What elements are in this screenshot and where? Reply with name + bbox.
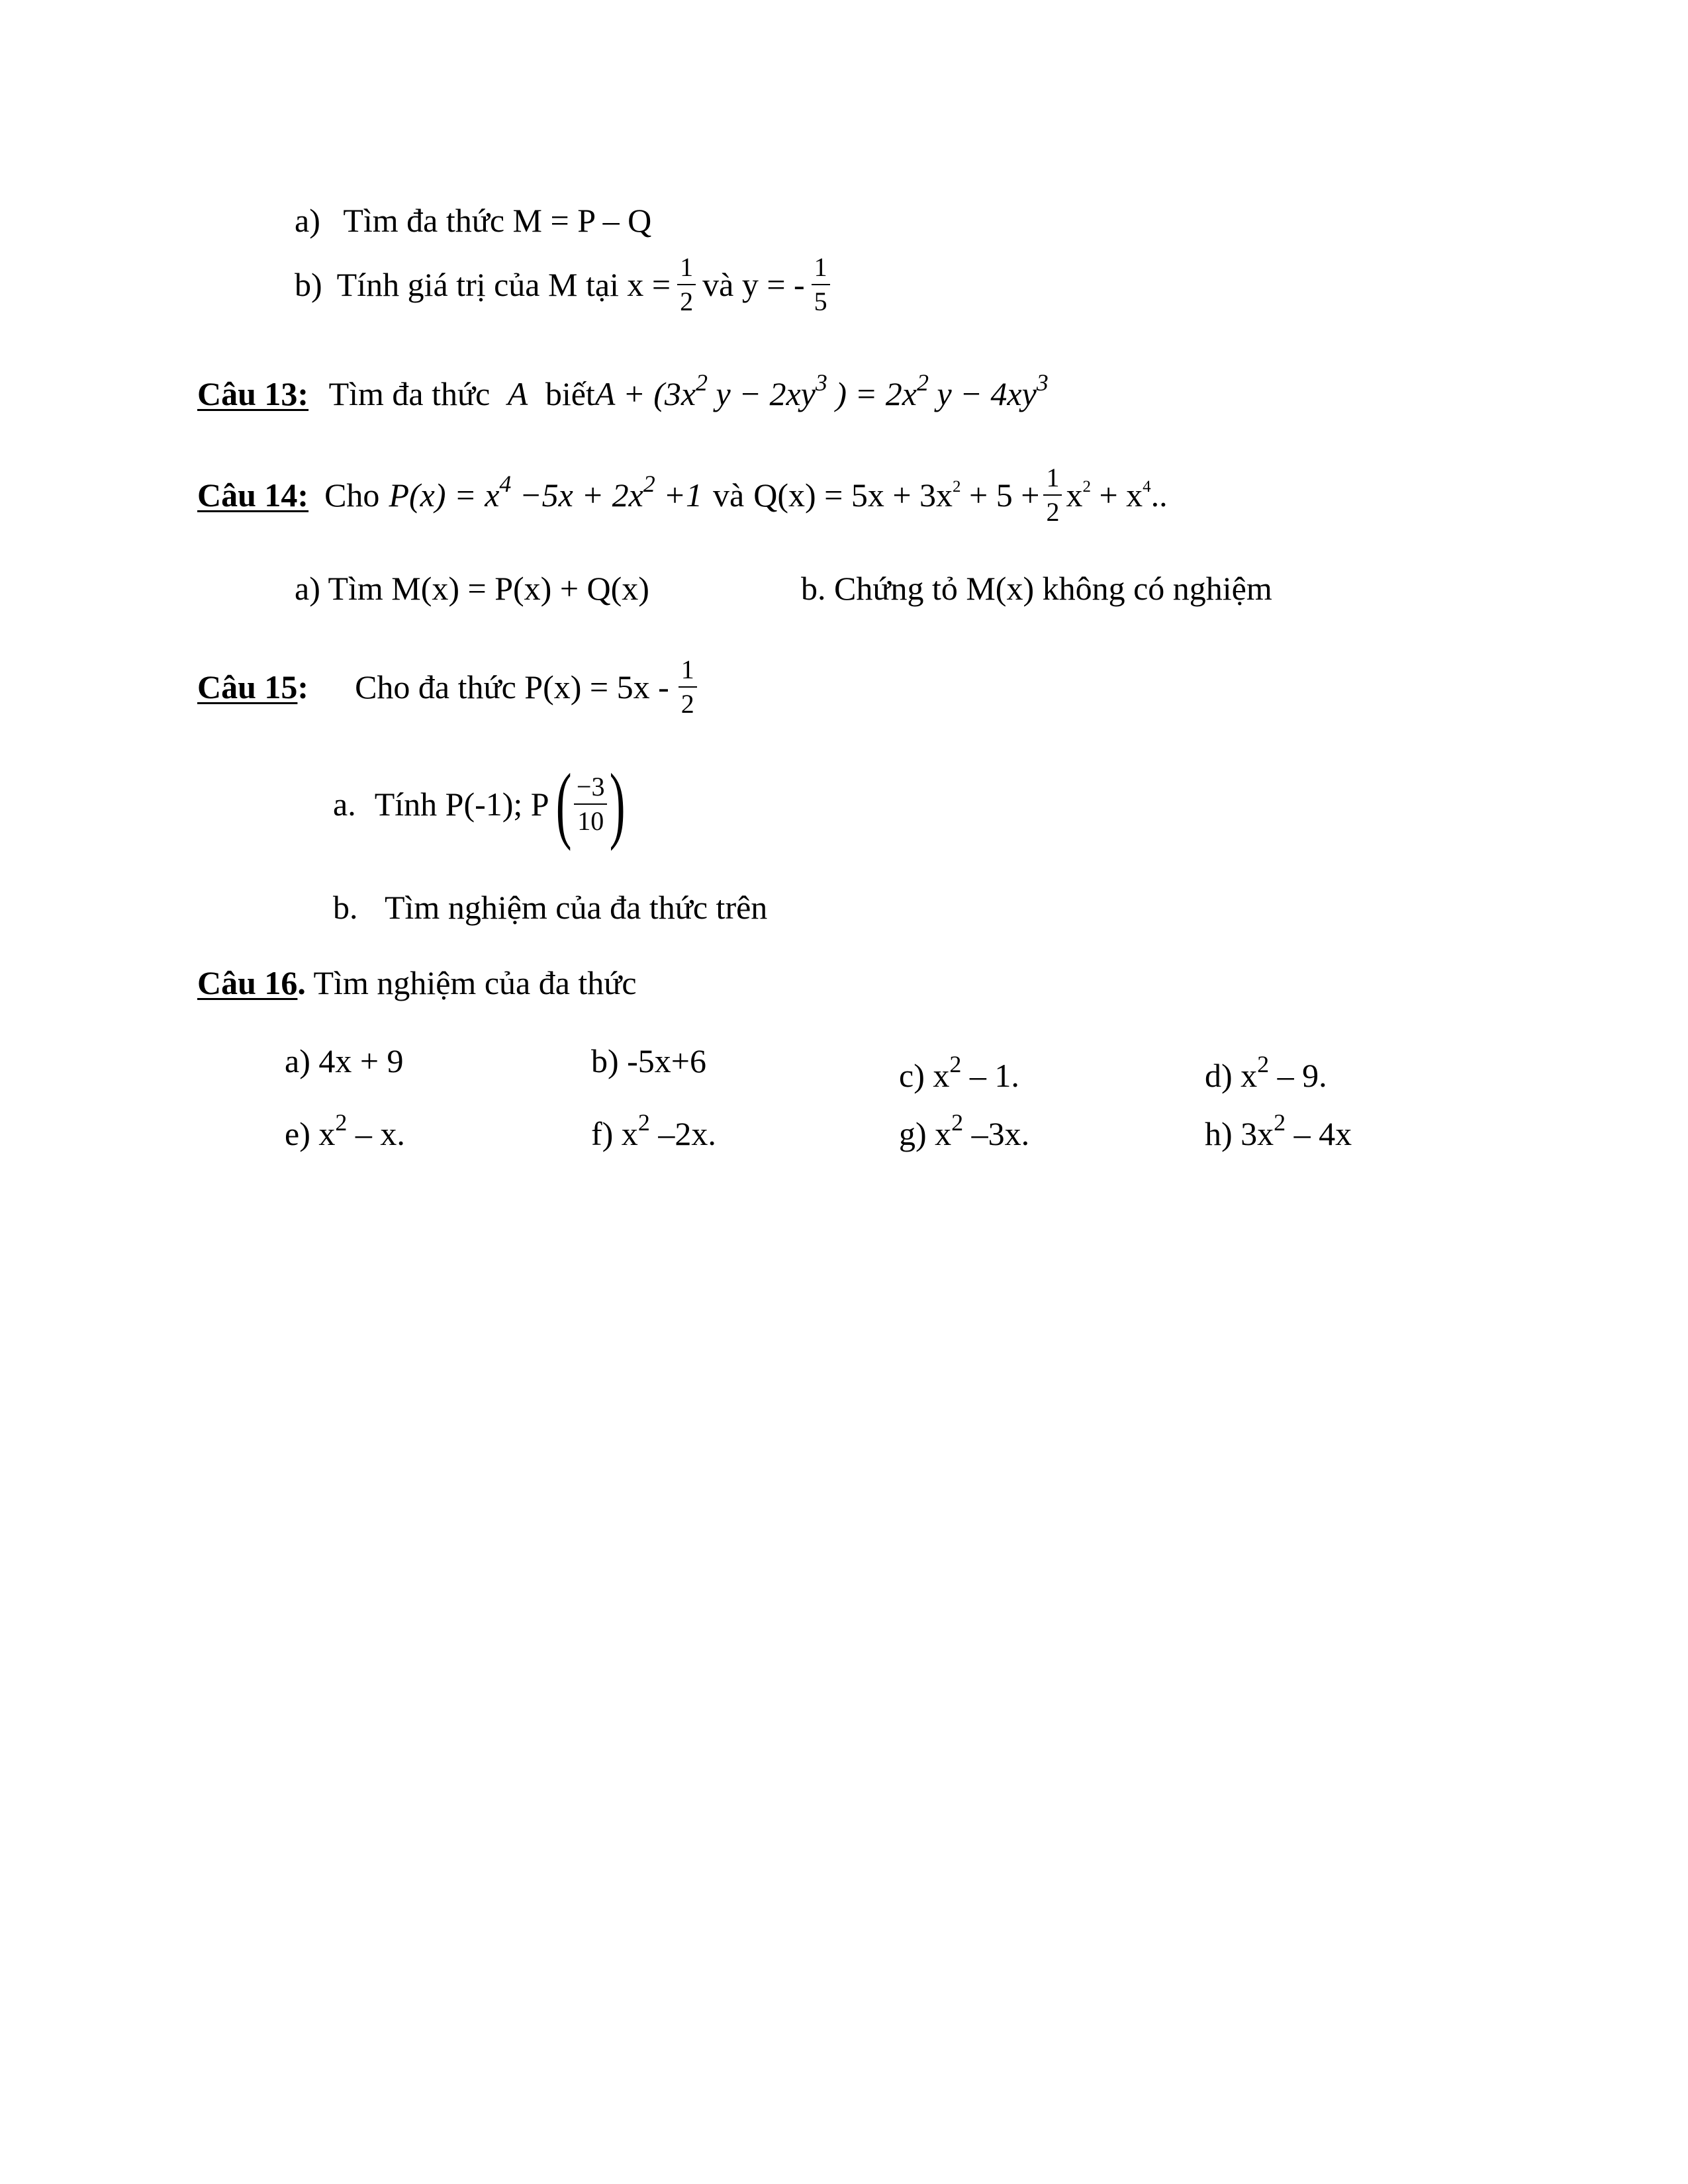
cau-16-item-g: g) $x^2$ –3x. — [899, 1109, 1030, 1152]
cau-13 — [197, 369, 1049, 412]
cau-14-cho: Cho — [324, 477, 380, 514]
left-paren: ( — [555, 756, 572, 852]
cau-13-label: Câu 13: — [197, 375, 309, 412]
right-paren: ) — [610, 756, 626, 852]
cau-16-label: Câu 16 — [197, 964, 298, 1001]
part-a-text: Tìm đa thức M = P – Q — [343, 202, 652, 239]
cau-16-item-b: b) -5x+6 — [591, 1042, 706, 1079]
q-expression-tail: $x^2 + x^4$.. — [1066, 477, 1168, 514]
fraction-x: $\frac{1}{2}$ — [677, 252, 696, 317]
cau-13-text: Tìm đa thức — [328, 375, 491, 412]
cau-16-item-a: a) 4x + 9 — [285, 1042, 404, 1079]
cau-15-a-fraction: $\frac{-3}{10}$ — [574, 772, 608, 837]
q-fraction: $\frac{1}{2}$ — [1043, 463, 1062, 527]
cau-15-fraction: $\frac{1}{2}$ — [679, 655, 697, 719]
cau-15-part-a — [333, 756, 632, 852]
text-va: và — [713, 477, 745, 514]
part-b-text: Tính giá trị của M tại x = — [336, 266, 671, 303]
cau-15: Câu 15 : Cho đa thức P(x) = 5x - $\frac{1}{2}$ — [197, 647, 697, 727]
part-a-top — [295, 204, 651, 237]
text-biet: biết — [545, 375, 595, 412]
part-a-label: a) — [295, 202, 320, 239]
cau-14 — [197, 455, 1168, 535]
cau-16: Câu 16. Tìm nghiệm của đa thức — [197, 964, 637, 1001]
cau-15-text: Cho đa thức P(x) = 5x - — [355, 668, 669, 705]
cau-16-item-f: f) $x^2$ –2x. — [591, 1109, 716, 1152]
cau-16-text: Tìm nghiệm của đa thức — [305, 964, 637, 1001]
cau-16-item-e: e) $x^2$ – x. — [285, 1109, 405, 1152]
cau-16-item-h: h) $3x^2 - 4x$ — [1205, 1109, 1352, 1152]
cau-15-label: Câu 15 — [197, 668, 298, 705]
part-b-top — [295, 245, 830, 324]
cau-14-label: Câu 14: — [197, 477, 309, 514]
cau-14-part-a: a) Tìm M(x) = P(x) + Q(x) — [295, 570, 649, 607]
var-a: A — [507, 375, 528, 412]
cau-16-item-c: c) $x^2 - 1$. — [899, 1050, 1019, 1094]
fraction-y: $\frac{1}{5}$ — [812, 252, 830, 317]
cau-15-part-b: b. Tìm nghiệm của đa thức trên — [333, 889, 768, 926]
cau-15-a-text: Tính P(-1); P — [374, 786, 549, 823]
cau-13-expr: $A + (3x^2$ $y - 2xy^3$ ) = $2x^2$ $y - 4xy^3$ — [594, 369, 1049, 412]
cau-14-part-b: b. Chứng tỏ M(x) không có nghiệm — [801, 570, 1272, 607]
p-expression: $P(x) = x^4 -5x + 2x^2 +1$ — [389, 470, 703, 514]
cau-16-item-d: d) $x^2 - 9$. — [1205, 1050, 1327, 1094]
part-b-label: b) — [295, 266, 322, 303]
part-b-mid: và y = - — [702, 266, 805, 303]
cau-15-a-label: a. — [333, 786, 356, 823]
q-expression: $Q(x) = 5x + 3x^2 + 5$ + — [753, 477, 1040, 514]
